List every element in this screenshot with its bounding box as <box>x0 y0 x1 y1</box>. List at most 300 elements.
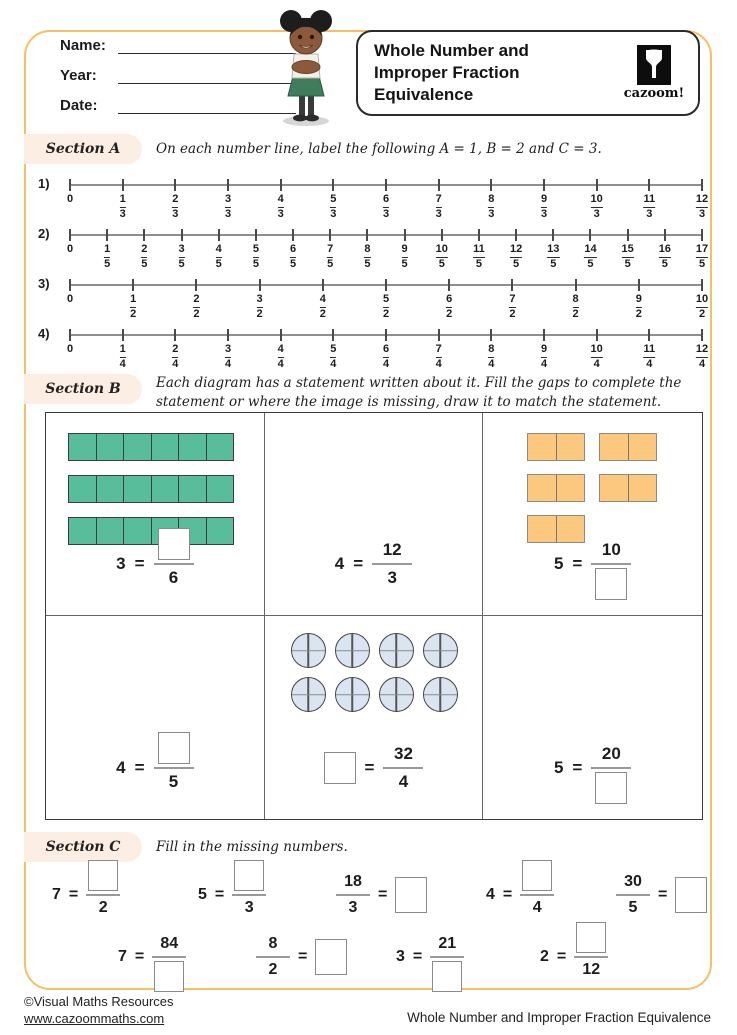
tick-label: 0 <box>66 293 74 305</box>
section-c-equation <box>396 920 464 994</box>
numerator-answer-box[interactable] <box>576 922 606 953</box>
tick-fraction-denominator: 5 <box>587 257 594 270</box>
tick-label <box>330 344 336 370</box>
number-line <box>38 318 708 368</box>
title-line-1: Whole Number and <box>374 41 529 61</box>
tick-fraction-numerator: 4 <box>277 193 284 205</box>
tick-fraction-numerator: 3 <box>224 343 232 355</box>
whole-number-value: 2 <box>540 948 549 965</box>
fraction <box>574 920 608 994</box>
equals-sign: = <box>378 886 388 903</box>
tick-fraction-numerator: 6 <box>382 343 390 355</box>
worksheet-title <box>374 40 622 105</box>
section-b-cell <box>46 616 265 819</box>
tick-fraction-numerator: 5 <box>382 293 390 305</box>
axis-tick <box>174 329 176 341</box>
fraction-denominator <box>399 769 408 807</box>
axis-tick <box>322 279 324 291</box>
axis-tick <box>69 179 71 191</box>
denominator-answer-box[interactable] <box>595 568 627 600</box>
axis-tick <box>385 279 387 291</box>
fraction-numerator <box>158 525 190 563</box>
tick-fraction-numerator: 8 <box>364 243 371 255</box>
whole-number-value: 5 <box>198 886 207 903</box>
drawing-area[interactable] <box>46 616 264 739</box>
date-row <box>60 96 296 114</box>
cazoom-logo-text: cazoom! <box>623 86 685 101</box>
tick-label <box>541 344 547 370</box>
tick-label <box>290 244 296 270</box>
tick-label <box>696 194 708 220</box>
quartered-circle <box>379 633 414 668</box>
fraction-numerator <box>602 525 621 563</box>
number-line-axis-area <box>66 218 709 270</box>
quarter-circles-diagram <box>291 633 458 712</box>
axis-tick <box>69 329 71 341</box>
tick-fraction-denominator: 4 <box>698 357 706 370</box>
tick-fraction-denominator: 3 <box>277 207 284 220</box>
fraction-denominator <box>349 896 358 932</box>
axis-tick <box>366 229 368 241</box>
denominator-value: 5 <box>168 772 179 791</box>
fraction-numerator <box>438 920 456 956</box>
tick-label <box>488 344 494 370</box>
tick-fraction-denominator: 5 <box>364 257 371 270</box>
tick-label <box>120 344 126 370</box>
equals-sign: = <box>502 886 513 903</box>
cell-equation <box>265 729 483 807</box>
fraction <box>591 729 631 807</box>
section-b-label: Section B <box>24 374 142 404</box>
cazoom-logo-icon <box>637 45 671 85</box>
circle-horizontal-line <box>336 694 369 696</box>
axis-tick <box>638 279 640 291</box>
section-a-instruction: On each number line, label the following A = 1, B = 2 and C = 3. <box>156 141 602 157</box>
axis-tick <box>329 229 331 241</box>
rect-half <box>557 434 585 460</box>
result-answer-box[interactable] <box>675 877 707 913</box>
tick-label <box>509 294 515 320</box>
tick-fraction-denominator: 3 <box>488 207 495 220</box>
fraction-denominator <box>595 565 627 603</box>
tick-label <box>488 194 494 220</box>
tick-label <box>383 344 389 370</box>
equals-sign: = <box>658 886 668 903</box>
fraction-denominator <box>169 565 178 603</box>
tick-fraction-denominator: 3 <box>224 207 232 220</box>
section-c-equation <box>256 920 347 994</box>
fraction-numerator <box>269 920 278 956</box>
drawing-area[interactable] <box>265 413 483 535</box>
tick-fraction-denominator: 2 <box>572 307 579 320</box>
tick-fraction-numerator: 10 <box>695 293 709 305</box>
tick-label <box>584 244 596 270</box>
whole-number-answer-box[interactable] <box>324 752 356 784</box>
axis-tick <box>648 329 650 341</box>
tick-fraction-denominator: 5 <box>327 257 334 270</box>
tick-label <box>473 244 485 270</box>
axis-tick <box>438 329 440 341</box>
tick-label <box>622 244 634 270</box>
result-answer-box[interactable] <box>315 939 347 975</box>
axis-tick <box>280 179 282 191</box>
tick-fraction-denominator: 4 <box>488 357 495 370</box>
tick-label <box>446 294 452 320</box>
tick-fraction-denominator: 5 <box>550 257 557 270</box>
fraction-numerator <box>394 729 413 767</box>
tick-fraction-numerator: 2 <box>141 243 148 255</box>
axis-tick <box>511 279 513 291</box>
tick-label <box>436 344 442 370</box>
fraction-numerator <box>88 858 118 894</box>
tick-fraction-denominator: 5 <box>624 257 631 270</box>
axis-tick <box>385 329 387 341</box>
cell-equation <box>265 525 483 603</box>
tick-fraction-denominator: 3 <box>435 207 442 220</box>
number-line-index: 2) <box>38 226 50 241</box>
section-b-cell <box>265 413 484 616</box>
tick-fraction-numerator: 12 <box>695 343 709 355</box>
bar-segment <box>96 433 125 461</box>
tick-fraction-numerator: 15 <box>621 243 634 255</box>
fraction-denominator <box>99 896 108 932</box>
tick-fraction-denominator: 4 <box>224 357 232 370</box>
tick-fraction-numerator: 9 <box>635 293 642 305</box>
tick-fraction-numerator: 8 <box>572 293 579 305</box>
tick-label <box>696 244 708 270</box>
number-line <box>38 218 708 268</box>
axis-tick <box>332 179 334 191</box>
bar-segment <box>96 475 125 503</box>
bar-segment <box>123 433 152 461</box>
axis-tick <box>701 229 703 241</box>
equals-sign: = <box>68 886 79 903</box>
tick-fraction-numerator: 11 <box>473 243 485 255</box>
section-c-equation <box>540 920 608 994</box>
tick-fraction-denominator: 2 <box>698 307 706 320</box>
equals-sign: = <box>556 948 567 965</box>
axis-tick <box>332 329 334 341</box>
numerator-answer-box[interactable] <box>522 860 552 891</box>
number-lines <box>38 168 708 368</box>
tick-fraction-numerator: 5 <box>330 343 337 355</box>
axis-tick <box>648 179 650 191</box>
denominator-value: 5 <box>628 899 638 916</box>
footer-left <box>24 994 174 1026</box>
axis-tick <box>664 229 666 241</box>
tick-fraction-numerator: 5 <box>252 243 259 255</box>
number-line-axis-area <box>66 168 709 220</box>
denominator-value: 3 <box>387 568 397 587</box>
tick-fraction-denominator: 4 <box>172 357 179 370</box>
whole-number-value: 4 <box>486 886 495 903</box>
tick-label <box>278 344 284 370</box>
axis-tick <box>218 229 220 241</box>
quartered-circle <box>291 677 326 712</box>
tick-fraction-numerator: 6 <box>289 243 297 255</box>
tick-fraction-numerator: 3 <box>224 193 232 205</box>
tick-fraction-numerator: 3 <box>178 243 185 255</box>
circle-horizontal-line <box>292 694 325 696</box>
axis-tick <box>404 229 406 241</box>
denominator-value: 2 <box>98 899 108 916</box>
axis-tick <box>106 229 108 241</box>
circle-horizontal-line <box>380 694 413 696</box>
tick-fraction-denominator: 2 <box>446 307 453 320</box>
tick-fraction-numerator: 6 <box>382 193 390 205</box>
tick-fraction-denominator: 2 <box>319 307 326 320</box>
tick-fraction-numerator: 2 <box>193 293 200 305</box>
fraction <box>152 920 186 994</box>
tick-fraction-denominator: 5 <box>661 257 668 270</box>
numerator-answer-box[interactable] <box>234 860 264 891</box>
axis-tick <box>227 179 229 191</box>
axis-tick <box>143 229 145 241</box>
tick-label <box>193 294 199 320</box>
denominator-value: 4 <box>532 899 542 916</box>
title-line-3: Equivalence <box>374 84 474 104</box>
numerator-answer-box[interactable] <box>158 732 190 764</box>
fraction <box>86 858 120 932</box>
axis-tick <box>596 179 598 191</box>
axis-tick <box>490 329 492 341</box>
axis-tick <box>385 179 387 191</box>
section-b-cell <box>46 413 265 616</box>
axis-tick <box>438 179 440 191</box>
result-answer-box[interactable] <box>395 877 427 913</box>
tick-fraction-numerator: 9 <box>540 193 548 205</box>
number-line-index: 3) <box>38 276 50 291</box>
denominator-value: 2 <box>268 961 278 978</box>
tick-label <box>320 294 326 320</box>
fraction <box>372 525 412 603</box>
name-row <box>60 36 296 54</box>
fraction-numerator <box>576 920 606 956</box>
section-a-label: Section A <box>24 134 142 164</box>
cell-equation <box>46 525 264 603</box>
tick-fraction-denominator: 3 <box>172 207 179 220</box>
whole-number-value: 4 <box>116 758 126 777</box>
tick-label <box>216 244 222 270</box>
axis-tick <box>69 279 71 291</box>
fraction-denominator <box>387 565 396 603</box>
denominator-answer-box[interactable] <box>154 961 184 992</box>
fraction <box>154 525 194 603</box>
tick-fraction-numerator: 11 <box>643 343 656 355</box>
tick-fraction-denominator: 2 <box>130 307 137 320</box>
tick-label <box>436 194 442 220</box>
equals-sign: = <box>134 948 145 965</box>
tick-label <box>257 294 263 320</box>
axis-tick <box>627 229 629 241</box>
denominator-answer-box[interactable] <box>595 772 627 804</box>
tick-label <box>330 194 336 220</box>
circle-horizontal-line <box>380 650 413 652</box>
axis-tick <box>255 229 257 241</box>
section-c-equation <box>118 920 186 994</box>
axis-tick <box>122 329 124 341</box>
whole-number-value: 4 <box>334 554 345 573</box>
whole-number-value: 5 <box>553 554 564 573</box>
mascot-girl-illustration <box>266 8 346 133</box>
tick-fraction-numerator: 1 <box>119 343 126 355</box>
fraction-numerator <box>158 729 190 767</box>
number-line-axis-area <box>66 268 709 320</box>
tick-fraction-denominator: 2 <box>635 307 642 320</box>
tick-label: 0 <box>66 243 74 255</box>
tick-label <box>104 244 110 270</box>
tick-fraction-denominator: 5 <box>289 257 297 270</box>
bar-segment <box>178 433 207 461</box>
tick-label: 0 <box>66 193 74 205</box>
tick-fraction-numerator: 2 <box>172 193 179 205</box>
circle-horizontal-line <box>336 650 369 652</box>
tick-label <box>659 244 671 270</box>
numerator-answer-box[interactable] <box>158 528 190 560</box>
year-row <box>60 66 296 84</box>
tick-fraction-denominator: 2 <box>256 307 263 320</box>
half-rectangle <box>527 433 585 461</box>
tick-label <box>383 294 389 320</box>
tick-fraction-denominator: 3 <box>646 207 653 220</box>
numerator-answer-box[interactable] <box>88 860 118 891</box>
tick-fraction-denominator: 5 <box>178 257 185 270</box>
tick-fraction-numerator: 7 <box>327 243 334 255</box>
circle-horizontal-line <box>292 650 325 652</box>
bar-segment <box>178 475 207 503</box>
fraction-denominator <box>432 958 462 994</box>
fraction-denominator <box>245 896 254 932</box>
tick-fraction-numerator: 9 <box>540 343 548 355</box>
tick-fraction-numerator: 12 <box>509 243 523 255</box>
axis-tick <box>122 179 124 191</box>
axis-tick <box>515 229 517 241</box>
bar-segment <box>151 433 180 461</box>
tick-fraction-denominator: 2 <box>382 307 390 320</box>
tick-fraction-denominator: 5 <box>401 257 408 270</box>
date-label: Date: <box>60 97 98 114</box>
tick-fraction-numerator: 1 <box>130 293 137 305</box>
tick-fraction-numerator: 3 <box>256 293 263 305</box>
tick-fraction-numerator: 6 <box>446 293 453 305</box>
tick-fraction-numerator: 17 <box>695 243 709 255</box>
number-line-axis-area <box>66 318 709 370</box>
tick-fraction-denominator: 5 <box>215 257 222 270</box>
denominator-value: 12 <box>582 961 601 978</box>
rect-half <box>528 475 557 501</box>
cazoommaths-link[interactable]: www.cazoommaths.com <box>24 1011 165 1026</box>
tick-fraction-denominator: 4 <box>277 357 284 370</box>
tick-fraction-numerator: 13 <box>547 243 560 255</box>
numerator-value: 10 <box>601 540 621 559</box>
whole-number-value: 3 <box>396 948 405 965</box>
fraction-numerator <box>234 858 264 894</box>
section-b-cell <box>483 413 702 616</box>
tick-fraction-denominator: 5 <box>438 257 445 270</box>
tick-label: 0 <box>66 343 74 355</box>
tick-fraction-denominator: 5 <box>252 257 259 270</box>
number-line-index: 4) <box>38 326 50 341</box>
title-line-2: Improper Fraction <box>374 63 520 83</box>
tick-fraction-denominator: 2 <box>193 307 200 320</box>
axis-tick <box>132 279 134 291</box>
tick-fraction-numerator: 9 <box>401 243 408 255</box>
section-b-grid <box>45 412 703 820</box>
tick-fraction-denominator: 4 <box>646 357 653 370</box>
quartered-circle <box>335 677 370 712</box>
tick-label <box>541 194 547 220</box>
tick-fraction-numerator: 1 <box>119 193 126 205</box>
tick-label <box>547 244 559 270</box>
tick-label <box>696 294 708 320</box>
whole-number-value: 5 <box>553 758 564 777</box>
tick-label <box>644 194 656 220</box>
numerator-value: 18 <box>344 873 362 890</box>
tick-fraction-numerator: 2 <box>172 343 179 355</box>
half-rectangle <box>599 433 657 461</box>
fraction-denominator <box>582 958 600 994</box>
tick-fraction-numerator: 16 <box>658 243 671 255</box>
denominator-answer-box[interactable] <box>432 961 462 992</box>
fraction-numerator <box>160 920 178 956</box>
axis-tick <box>701 279 703 291</box>
fraction <box>430 920 464 994</box>
rect-half <box>528 434 557 460</box>
axis-tick <box>701 329 703 341</box>
bar-segment <box>151 475 180 503</box>
tick-fraction-numerator: 4 <box>319 293 326 305</box>
numerator-value: 84 <box>160 935 179 952</box>
tick-fraction-numerator: 10 <box>590 343 603 355</box>
axis-tick <box>448 279 450 291</box>
tick-fraction-numerator: 10 <box>590 193 603 205</box>
tick-fraction-numerator: 7 <box>509 293 516 305</box>
cell-equation <box>483 525 702 603</box>
tick-fraction-denominator: 3 <box>593 207 600 220</box>
denominator-value: 6 <box>168 568 179 587</box>
axis-tick <box>441 229 443 241</box>
cell-equation <box>483 729 702 807</box>
tick-fraction-denominator: 5 <box>104 257 111 270</box>
drawing-area[interactable] <box>483 616 702 739</box>
tick-fraction-denominator: 3 <box>698 207 706 220</box>
whole-number-value: 7 <box>118 948 127 965</box>
number-line <box>38 268 708 318</box>
numerator-value: 20 <box>601 744 621 763</box>
bar-segment <box>68 433 97 461</box>
tick-label <box>383 194 389 220</box>
bar-segment <box>68 475 97 503</box>
tick-label <box>510 244 522 270</box>
tick-label <box>591 194 603 220</box>
tick-fraction-numerator: 8 <box>488 193 495 205</box>
tick-label <box>636 294 642 320</box>
tick-fraction-denominator: 5 <box>475 257 482 270</box>
tick-fraction-numerator: 11 <box>643 193 656 205</box>
tick-fraction-denominator: 4 <box>435 357 442 370</box>
axis-tick <box>552 229 554 241</box>
tick-fraction-numerator: 5 <box>330 193 337 205</box>
section-c-equation <box>52 858 120 932</box>
tick-fraction-denominator: 5 <box>698 257 706 270</box>
half-rectangle <box>599 474 657 502</box>
tick-fraction-numerator: 7 <box>435 193 442 205</box>
whole-number-value: 3 <box>116 554 126 573</box>
section-b-instruction: Each diagram has a statement written about it. Fill the gaps to complete the statement or where the image is missing, draw it to match the statement. <box>156 375 682 410</box>
fraction-denominator <box>154 958 184 994</box>
equals-sign: = <box>412 948 423 965</box>
section-c-label: Section C <box>24 832 142 862</box>
